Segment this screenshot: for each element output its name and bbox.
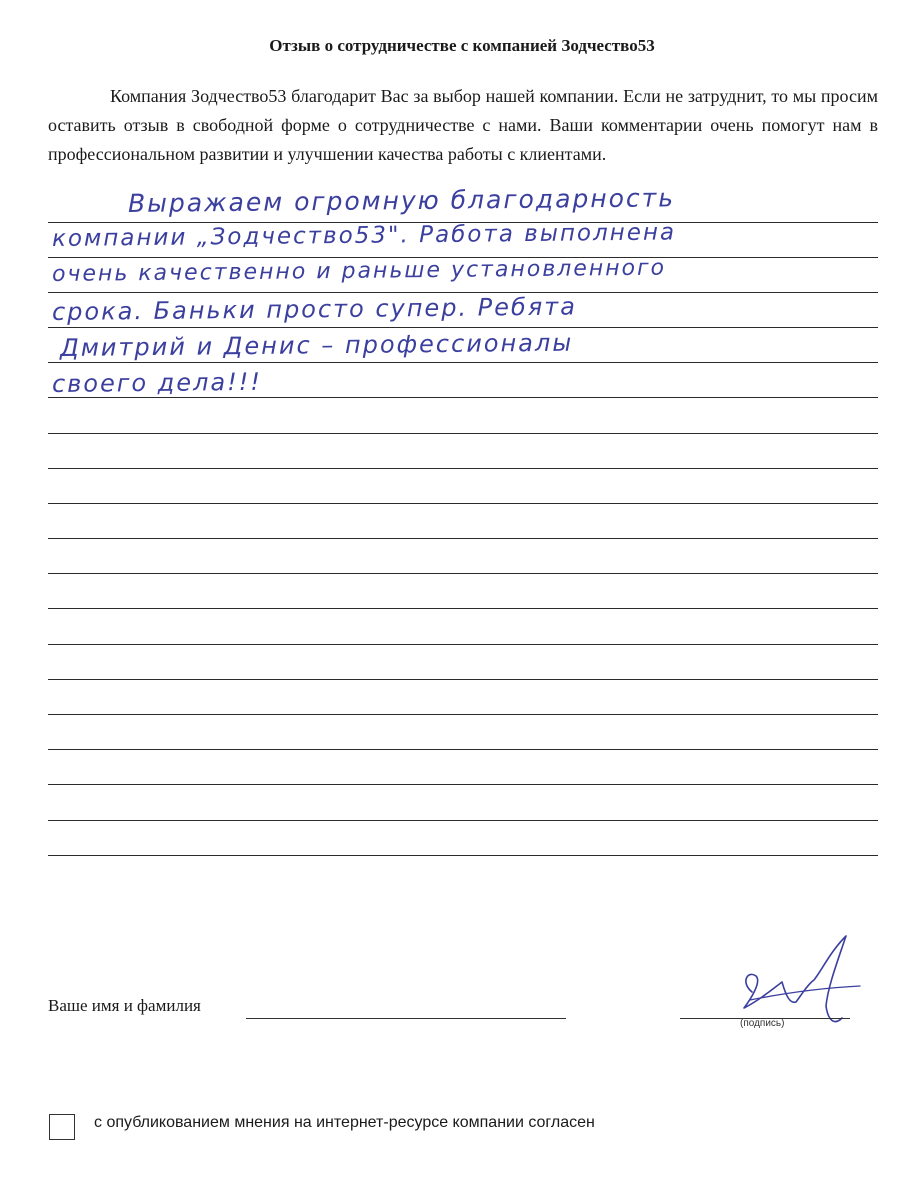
writing-line bbox=[48, 679, 878, 680]
writing-line bbox=[48, 820, 878, 821]
writing-line bbox=[48, 608, 878, 609]
signature bbox=[730, 930, 880, 1030]
handwritten-review-line: компании „Зодчество53". Работа выполнена bbox=[51, 219, 677, 252]
writing-line bbox=[48, 573, 878, 574]
handwritten-review-line: своего дела!!! bbox=[51, 367, 263, 398]
writing-line bbox=[48, 362, 878, 363]
writing-line bbox=[48, 397, 878, 398]
name-field[interactable] bbox=[246, 1018, 566, 1019]
intro-paragraph: Компания Зодчество53 благодарит Вас за выбор нашей компании. Если не затруднит, то мы просим оставить отзыв в свободной форме о сотрудничестве с нами. Ваши комментарии очень помогут нам в профессиональном развитии и улучшении качества работы с клиентами. bbox=[48, 86, 878, 164]
writing-line bbox=[48, 538, 878, 539]
handwritten-review-line: Дмитрий и Денис – профессионалы bbox=[59, 328, 574, 362]
consent-checkbox[interactable] bbox=[49, 1114, 75, 1140]
writing-line bbox=[48, 855, 878, 856]
signature-caption: (подпись) bbox=[740, 1018, 785, 1029]
consent-label: с опубликованием мнения на интернет-ресурсе компании согласен bbox=[94, 1114, 595, 1131]
handwritten-review-line: Выражаем огромную благодарность bbox=[127, 183, 676, 218]
handwritten-review-line: срока. Баньки просто супер. Ребята bbox=[51, 292, 578, 326]
writing-line bbox=[48, 714, 878, 715]
writing-line bbox=[48, 327, 878, 328]
writing-line bbox=[48, 784, 878, 785]
document-title: Отзыв о сотрудничестве с компанией Зодчество53 bbox=[269, 36, 655, 55]
writing-line bbox=[48, 468, 878, 469]
writing-line bbox=[48, 749, 878, 750]
handwritten-review-line: очень качественно и раньше установленного bbox=[51, 255, 667, 287]
writing-line bbox=[48, 433, 878, 434]
writing-line bbox=[48, 644, 878, 645]
name-field-label: Ваше имя и фамилия bbox=[48, 996, 201, 1015]
writing-line bbox=[48, 503, 878, 504]
